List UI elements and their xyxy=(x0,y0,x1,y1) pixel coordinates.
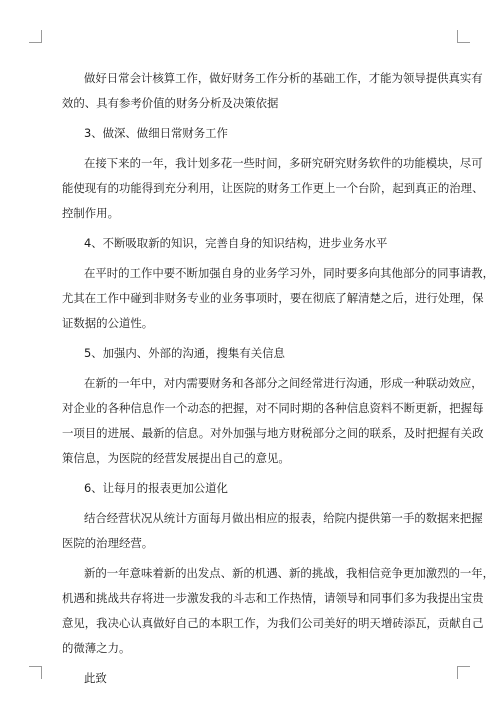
paragraph-line: 医院的治理经营。 xyxy=(62,536,154,550)
paragraph-line: 对企业的各种信息作一个动态的把握，对不同时期的各种信息资料不断更新，把握每 xyxy=(62,401,484,415)
paragraph-line: 意见，我决心认真做好自己的本职工作，为我们公司美好的明天增砖添瓦，贡献自己 xyxy=(62,616,484,630)
document-body xyxy=(62,66,495,691)
section-heading: 5、加强内、外部的沟通，搜集有关信息 xyxy=(84,346,285,360)
paragraph-line: 新的一年意味着新的出发点、新的机遇、新的挑战，我相信竞争更加激烈的一年， xyxy=(84,566,495,580)
crop-mark-top-right xyxy=(457,30,470,43)
section-heading: 6、让每月的报表更加公道化 xyxy=(84,481,228,495)
crop-mark-top-left xyxy=(29,30,42,43)
section-heading: 3、做深、做细日常财务工作 xyxy=(84,126,228,140)
paragraph-line: 在平时的工作中要不断加强自身的业务学习外，同时要多向其他部分的同事请教， xyxy=(84,266,495,280)
closing-salutation: 此致 xyxy=(84,671,107,685)
section-heading: 4、不断吸取新的知识，完善自身的知识结构，进步业务水平 xyxy=(84,236,388,250)
paragraph-line: 机遇和挑战共存将进一步激发我的斗志和工作热情，请领导和同事们多为我提出宝贵 xyxy=(62,591,484,605)
crop-mark-bottom-left xyxy=(29,666,42,679)
crop-mark-bottom-right xyxy=(457,666,470,679)
paragraph-line: 控制作用。 xyxy=(62,206,119,220)
paragraph-line: 的微薄之力。 xyxy=(62,641,131,655)
paragraph-line: 在新的一年中，对内需要财务和各部分之间经常进行沟通，形成一种联动效应， xyxy=(84,376,483,390)
paragraph-line: 策信息，为医院的经营发展提出自己的意见。 xyxy=(62,451,290,465)
paragraph-line: 效的、具有参考价值的财务分析及决策依据 xyxy=(62,96,279,110)
paragraph-line: 做好日常会计核算工作，做好财务工作分析的基础工作，才能为领导提供真实有 xyxy=(84,71,483,85)
paragraph-line: 证数据的公道性。 xyxy=(62,316,154,330)
paragraph-line: 尤其在工作中碰到非财务专业的业务事项时，要在彻底了解清楚之后，进行处理，保 xyxy=(62,291,484,305)
paragraph-line: 结合经营状况从统计方面每月做出相应的报表，给院内提供第一手的数据来把握 xyxy=(84,511,483,525)
paragraph-line: 能使现有的功能得到充分利用，让医院的财务工作更上一个台阶，起到真正的治理、 xyxy=(62,181,484,195)
paragraph-line: 在接下来的一年，我计划多花一些时间，多研究研究财务软件的功能模块，尽可 xyxy=(84,156,483,170)
paragraph-line: 一项目的进展、最新的信息。对外加强与地方财税部分之间的联系，及时把握有关政 xyxy=(62,426,484,440)
